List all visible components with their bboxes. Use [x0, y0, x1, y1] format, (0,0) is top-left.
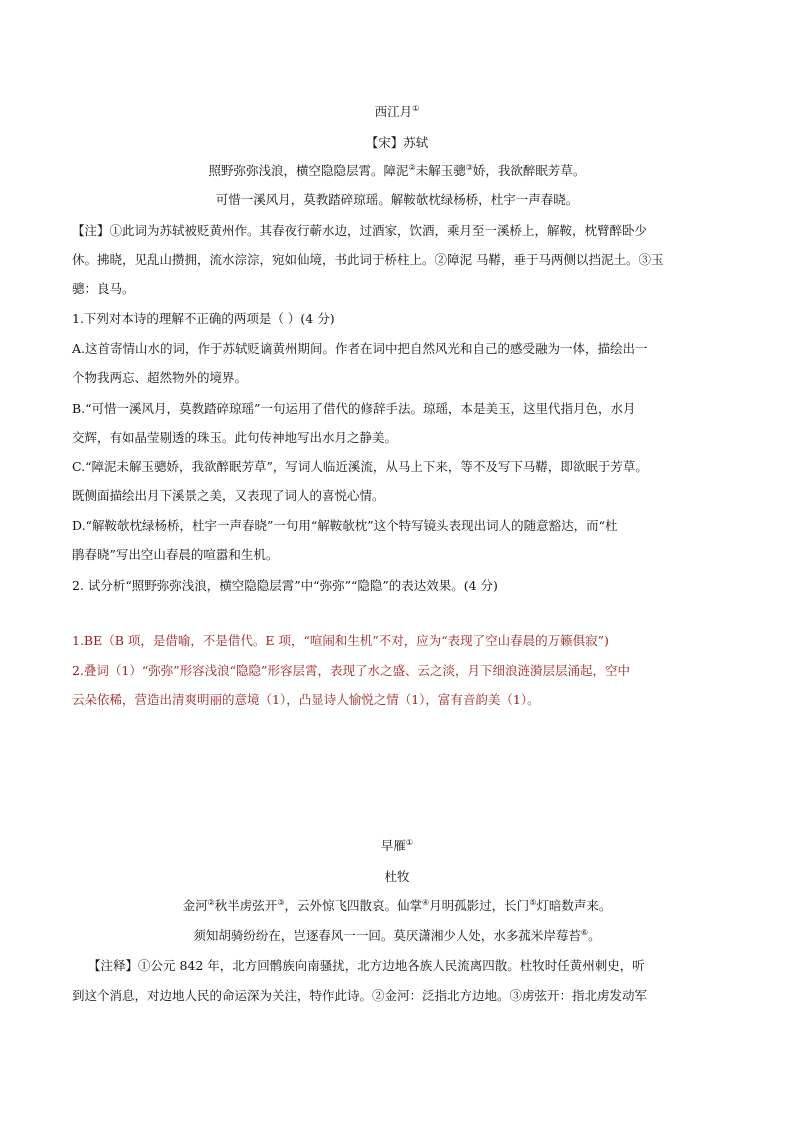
poem1-title: 西江月① [374, 103, 420, 119]
option-a-line1: A.这首寄情山水的词，作于苏轼贬谪黄州期间。作者在词中把自然风光和自己的感受融为一体，描绘出一 [72, 341, 648, 356]
poem2-note-1: 【注释】①公元 842 年，北方回鹘族向南骚扰，北方边地各族人民流离四散。杜牧时任黄州刺史，听 [88, 958, 645, 973]
question-1: 1.下列对本诗的理解不正确的两项是（ ）(4 分) [72, 311, 335, 326]
poem2-title: 早雁① [380, 837, 414, 853]
option-d-line2: 鹃春晓”写出空山春晨的喧嚣和生机。 [72, 547, 279, 562]
poem1-author: 【宋】苏轼 [365, 135, 429, 150]
question-2: 2. 试分析“照野弥弥浅浪，横空隐隐层霄”中“弥弥”“隐隐”的表达效果。(4 分) [72, 578, 498, 593]
option-a-line2: 个物我两忘、超然物外的境界。 [72, 370, 248, 385]
poem1-line2: 可惜一溪风月，莫教踏碎琼瑶。解鞍欹枕绿杨桥，杜宇一声春晓。 [215, 192, 579, 207]
poem1-line1: 照野弥弥浅浪，横空隐隐层霄。障泥②未解玉骢③娇，我欲醉眠芳草。 [208, 162, 586, 178]
poem2-line2: 须知胡骑纷纷在，岂逐春风一一回。莫厌潇湘少人处，水多菰米岸莓苔⑥。 [193, 927, 601, 943]
answer-2-line2: 云朵依稀，营造出清爽明丽的意境（1），凸显诗人愉悦之情（1），富有音韵美（1）。 [72, 692, 540, 707]
option-b-line2: 交辉，有如晶莹剔透的珠玉。此句传神地写出水月之静美。 [72, 430, 398, 445]
option-d-line1: D.“解鞍欹枕绿杨桥，杜宇一声春晓”一句用“解鞍欹枕”这个特写镜头表现出词人的随意豁达，而“杜 [72, 518, 618, 533]
poem2-author: 杜牧 [384, 869, 410, 884]
poem2-note-2: 到这个消息，对边地人民的命运深为关注，特作此诗。②金河：泛指北方边地。③虏弦开：指北虏发动军 [72, 988, 648, 1003]
option-b-line1: B.“可惜一溪风月，莫教踏碎琼瑶”一句运用了借代的修辞手法。琼瑶，本是美玉，这里代指月色，水月 [72, 401, 636, 416]
poem1-note-3: 骢：良马。 [72, 281, 135, 296]
poem1-note-2: 休。拂晓，见乱山攒拥，流水淙淙，宛如仙境，书此词于桥柱上。②障泥 马鞯，垂于马两侧以挡泥土。③玉 [72, 252, 664, 267]
option-c-line2: 既侧面描绘出月下溪景之美，又表现了词人的喜悦心情。 [72, 488, 385, 503]
poem1-note-1: 【注】①此词为苏轼被贬黄州作。其春夜行蕲水边，过酒家，饮酒，乘月至一溪桥上，解鞍，枕臂醉卧少 [72, 223, 648, 238]
answer-2-line1: 2.叠词（1）“弥弥”形容浅浪“隐隐”形容层霄，表现了水之盛、云之淡，月下细浪涟漪层层涌起，空中 [72, 663, 630, 678]
poem2-line1: 金河②秋半虏弦开③，云外惊飞四散哀。仙掌④月明孤影过，长门⑤灯暗数声来。 [182, 897, 612, 913]
option-c-line1: C.“障泥未解玉骢娇，我欲醉眠芳草”，写词人临近溪流，从马上下来，等不及写下马鞯，即欲眠于芳草。 [72, 459, 648, 474]
answer-1: 1.BE（B 项，是借喻，不是借代。E 项，“喧闹和生机”不对，应为“表现了空山春晨的万籁俱寂”) [72, 633, 609, 648]
